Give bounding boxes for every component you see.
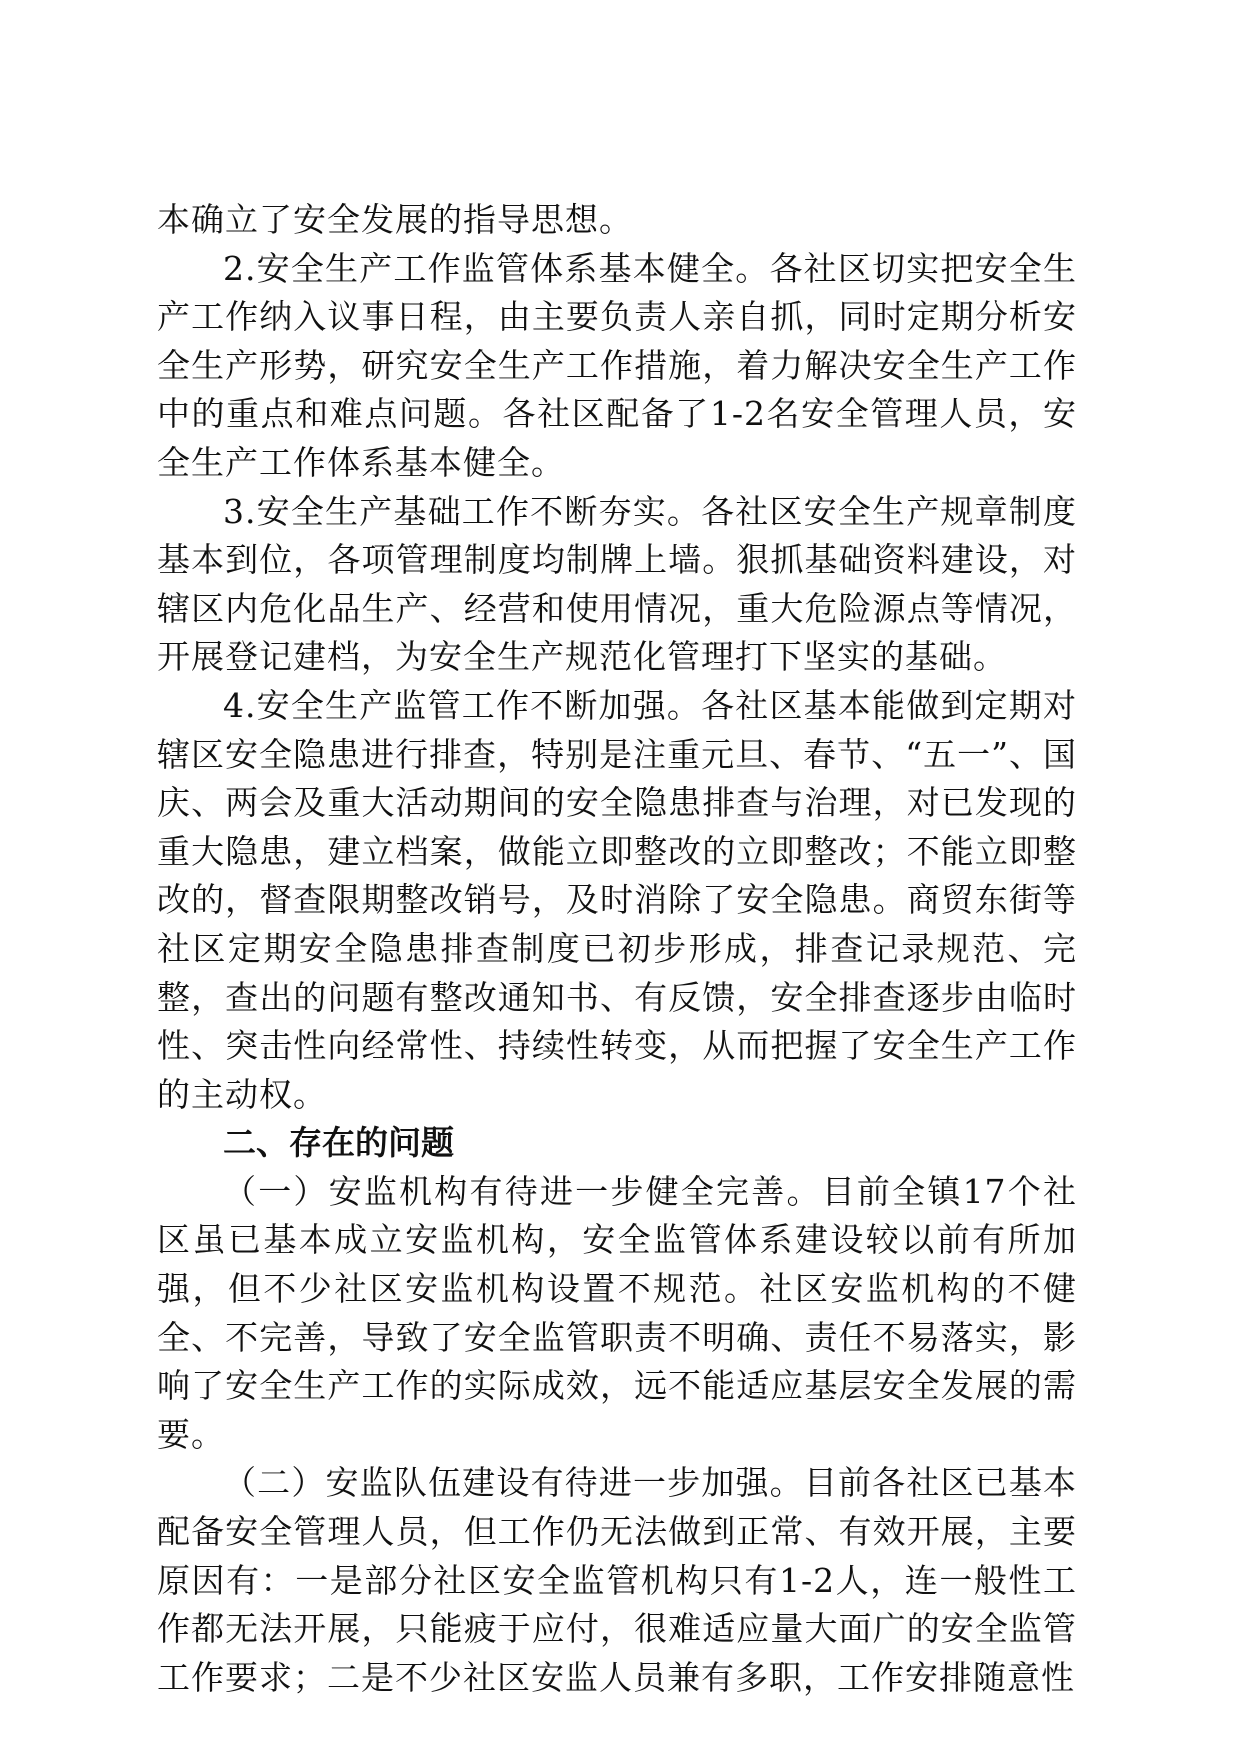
continuation-paragraph: 本确立了安全发展的指导思想。	[157, 200, 633, 239]
document-body	[157, 196, 1077, 1702]
paragraph-item-4: 4.安全生产监管工作不断加强。各社区基本能做到定期对辖区安全隐患进行排查，特别是注重元旦、春节、“五一”、国庆、两会及重大活动期间的安全隐患排查与治理，对已发现的重大隐患，建立档案，做能立即整改的立即整改；不能立即整改的，督查限期整改销号，及时消除了安全隐患。商贸东街等社区定期安全隐患排查制度已初步形成，排查记录规范、完整，查出的问题有整改通知书、有反馈，安全排查逐步由临时性、突击性向经常性、持续性转变，从而把握了安全生产工作的主动权。	[157, 685, 1077, 1114]
problem-paragraph-1: （一）安监机构有待进一步健全完善。目前全镇17个社区虽已基本成立安监机构，安全监管体系建设较以前有所加强，但不少社区安监机构设置不规范。社区安监机构的不健全、不完善，导致了安全监管职责不明确、责任不易落实，影响了安全生产工作的实际成效，远不能适应基层安全发展的需要。	[157, 1171, 1077, 1454]
paragraph-item-3: 3.安全生产基础工作不断夯实。各社区安全生产规章制度基本到位，各项管理制度均制牌上墙。狠抓基础资料建设，对辖区内危化品生产、经营和使用情况，重大危险源点等情况，开展登记建档，为安全生产规范化管理打下坚实的基础。	[157, 491, 1077, 677]
paragraph-item-2: 2.安全生产工作监管体系基本健全。各社区切实把安全生产工作纳入议事日程，由主要负责人亲自抓，同时定期分析安全生产形势，研究安全生产工作措施，着力解决安全生产工作中的重点和难点问题。各社区配备了1-2名安全管理人员，安全生产工作体系基本健全。	[157, 248, 1077, 482]
section-heading: 二、存在的问题	[223, 1123, 454, 1163]
problem-paragraph-2: （二）安监队伍建设有待进一步加强。目前各社区已基本配备安全管理人员，但工作仍无法做到正常、有效开展，主要原因有：一是部分社区安全监管机构只有1-2人，连一般性工作都无法开展，只能疲于应付，很难适应量大面广的安全监管工作要求；二是不少社区安监人员兼有多职，工作安排随意性	[157, 1463, 1077, 1697]
